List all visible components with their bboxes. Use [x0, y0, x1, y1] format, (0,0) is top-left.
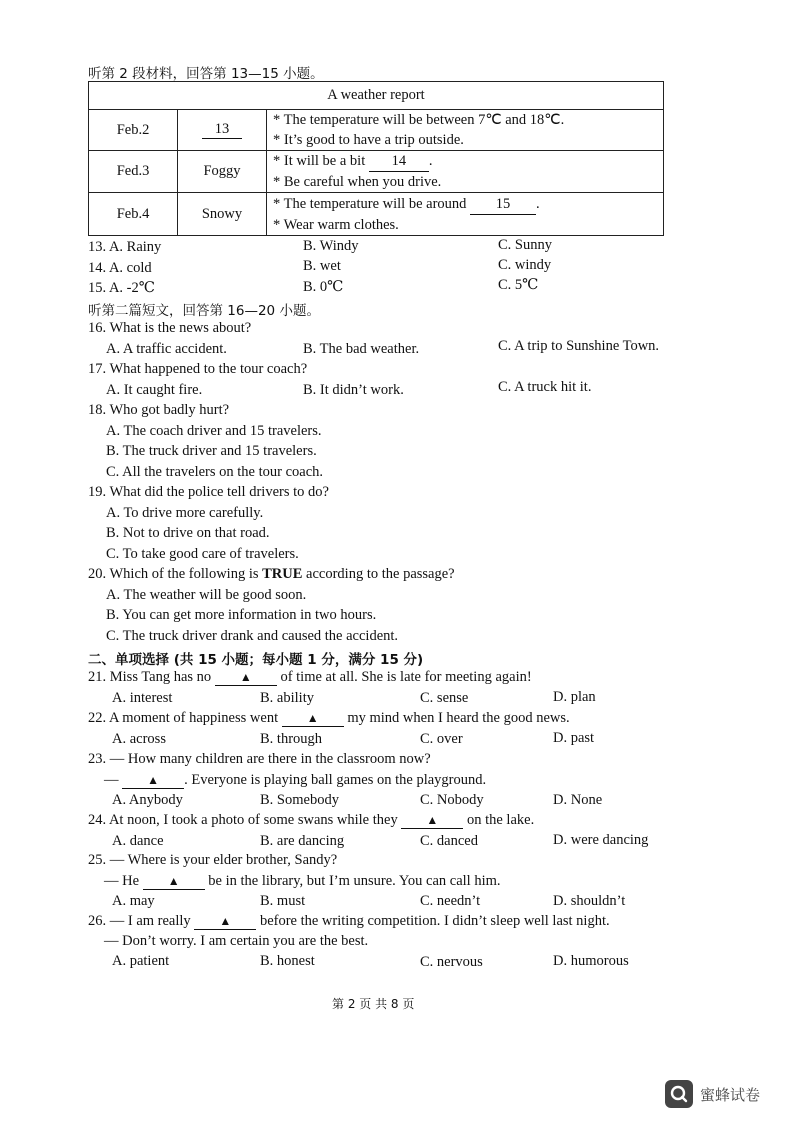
blank-15: 15	[470, 194, 536, 215]
section-heading-listening-2: 听第 2 段材料，回答第 13—15 小题。	[88, 66, 324, 82]
q26-option-c: C. nervous	[420, 954, 483, 970]
q16-option-b: B. The bad weather.	[303, 341, 420, 357]
note-text: * It will be a bit	[273, 153, 366, 169]
q23-reply	[104, 772, 486, 789]
q18-question: 18. Who got badly hurt?	[88, 402, 230, 418]
q22-option-a: A. across	[112, 731, 166, 747]
answer-blank: ▲	[194, 914, 256, 930]
q26-option-d: D. humorous	[553, 953, 629, 969]
table-cell-condition	[178, 110, 267, 151]
q25-reply	[104, 873, 501, 890]
answer-blank: ▲	[122, 773, 184, 789]
q23-option-b: B. Somebody	[260, 792, 339, 808]
q20-option-c: C. The truck driver drank and caused the accident.	[106, 628, 399, 644]
question-text: 24. At noon, I took a photo of some swans while they	[88, 812, 398, 828]
q19-question: 19. What did the police tell drivers to do?	[88, 484, 329, 500]
q25-question: 25. — Where is your elder brother, Sandy?	[88, 852, 338, 868]
q20-text: 20. Which of the following is	[88, 566, 259, 582]
q19-option-c: C. To take good care of travelers.	[106, 546, 299, 562]
q17-option-c: C. A truck hit it.	[498, 379, 592, 395]
q25-option-b: B. must	[260, 893, 306, 909]
q24-option-c: C. danced	[420, 833, 478, 849]
table-cell-date: Fed.3	[89, 151, 178, 193]
q25-option-a: A. may	[112, 893, 155, 909]
table-row	[89, 151, 664, 193]
q23-option-a: A. Anybody	[112, 792, 183, 808]
q22-option-c: C. over	[420, 731, 463, 747]
q25-option-d: D. shouldn’t	[553, 893, 626, 909]
question-text: . Everyone is playing ball games on the playground.	[184, 772, 487, 788]
table-cell-note	[267, 193, 664, 236]
note-line	[273, 151, 663, 172]
q18-option-c: C. All the travelers on the tour coach.	[106, 464, 324, 480]
answer-blank: ▲	[401, 813, 463, 829]
question-text: —	[104, 772, 119, 788]
note-line: * Wear warm clothes.	[273, 216, 399, 233]
section-heading-single-choice: 二、单项选择 (共 15 小题；每小题 1 分，满分 15 分)	[88, 652, 424, 668]
table-cell-date: Feb.4	[89, 193, 178, 236]
q26-option-b: B. honest	[260, 953, 315, 969]
note-text: .	[536, 195, 540, 212]
question-text: 22. A moment of happiness went	[88, 710, 279, 726]
q16-option-a: A. A traffic accident.	[106, 341, 227, 357]
table-cell-date: Feb.2	[89, 110, 178, 151]
question-text: my mind when I heard the good news.	[347, 710, 570, 726]
q24-question	[88, 812, 534, 829]
q16-option-c: C. A trip to Sunshine Town.	[498, 338, 660, 354]
q23-question: 23. — How many children are there in the classroom now?	[88, 751, 431, 767]
question-text: be in the library, but I’m unsure. You can call him.	[208, 873, 501, 889]
q25-option-c: C. needn’t	[420, 893, 481, 909]
question-text: on the lake.	[466, 812, 535, 828]
q19-option-a: A. To drive more carefully.	[106, 505, 264, 521]
q26-reply: — Don’t worry. I am certain you are the best.	[104, 933, 369, 949]
page-number: 第 2 页 共 8 页	[332, 997, 415, 1011]
q26-option-a: A. patient	[112, 953, 170, 969]
q21-question	[88, 669, 532, 686]
answer-blank: ▲	[282, 711, 344, 727]
table-cell-note	[267, 151, 664, 193]
question-text: before the writing competition. I didn’t sleep well last night.	[259, 913, 610, 929]
q20-emphasis: TRUE	[262, 566, 303, 582]
question-text: — He	[104, 873, 140, 889]
watermark-logo-text: 蜜蜂试卷	[700, 1086, 761, 1104]
table-cell-condition: Foggy	[178, 151, 267, 193]
answer-blank: ▲	[215, 670, 277, 686]
q17-option-a: A. It caught fire.	[106, 382, 203, 398]
q15-option-b: B. 0℃	[303, 279, 344, 295]
q22-option-b: B. through	[260, 731, 323, 747]
note-text: .	[428, 153, 433, 169]
q19-option-b: B. Not to drive on that road.	[106, 525, 270, 541]
q21-option-a: A. interest	[112, 690, 173, 706]
q21-option-b: B. ability	[260, 690, 314, 706]
q13-option-c: C. Sunny	[498, 237, 552, 253]
q16-question: 16. What is the news about?	[88, 320, 252, 336]
q15-option-c: C. 5℃	[498, 277, 539, 293]
q13-option-b: B. Windy	[303, 238, 359, 254]
table-cell-note	[267, 110, 664, 151]
table-row	[89, 193, 664, 236]
note-line: * The temperature will be between 7℃ and 18℃.	[273, 112, 565, 128]
table-title: A weather report	[89, 82, 664, 110]
table-cell-condition: Snowy	[178, 193, 267, 236]
q24-option-a: A. dance	[112, 833, 164, 849]
q14-option-a: 14. A. cold	[88, 260, 152, 276]
q14-option-b: B. wet	[303, 258, 341, 274]
blank-14: 14	[369, 151, 429, 172]
answer-blank: ▲	[143, 874, 205, 890]
weather-report-table	[88, 81, 664, 236]
q23-option-c: C. Nobody	[420, 792, 484, 808]
note-line	[273, 194, 663, 215]
q20-option-b: B. You can get more information in two hours.	[106, 607, 377, 623]
section-heading-passage-2: 听第二篇短文，回答第 16—20 小题。	[88, 303, 320, 319]
note-line: * It’s good to have a trip outside.	[273, 132, 464, 148]
q20-text: according to the passage?	[306, 566, 455, 582]
q24-option-d: D. were dancing	[553, 832, 649, 848]
q18-option-a: A. The coach driver and 15 travelers.	[106, 423, 322, 439]
q21-option-d: D. plan	[553, 689, 596, 705]
q17-question: 17. What happened to the tour coach?	[88, 361, 308, 377]
watermark-logo-icon	[665, 1080, 693, 1108]
q17-option-b: B. It didn’t work.	[303, 382, 404, 398]
q20-option-a: A. The weather will be good soon.	[106, 587, 307, 603]
q26-question	[88, 913, 610, 930]
q23-option-d: D. None	[553, 792, 603, 808]
note-line: * Be careful when you drive.	[273, 174, 442, 190]
question-text: 26. — I am really	[88, 913, 191, 929]
q14-option-c: C. windy	[498, 257, 552, 273]
table-row	[89, 110, 664, 151]
question-text: 21. Miss Tang has no	[88, 669, 212, 685]
note-text: * The temperature will be around	[273, 195, 467, 212]
q18-option-b: B. The truck driver and 15 travelers.	[106, 443, 317, 459]
blank-13: 13	[202, 121, 242, 139]
q22-option-d: D. past	[553, 730, 595, 746]
q13-option-a: 13. A. Rainy	[88, 239, 162, 255]
q15-option-a: 15. A. -2℃	[88, 280, 155, 296]
q21-option-c: C. sense	[420, 690, 469, 706]
q20-question	[88, 566, 455, 583]
q24-option-b: B. are dancing	[260, 833, 345, 849]
question-text: of time at all. She is late for meeting again!	[280, 669, 532, 685]
q22-question	[88, 710, 570, 727]
